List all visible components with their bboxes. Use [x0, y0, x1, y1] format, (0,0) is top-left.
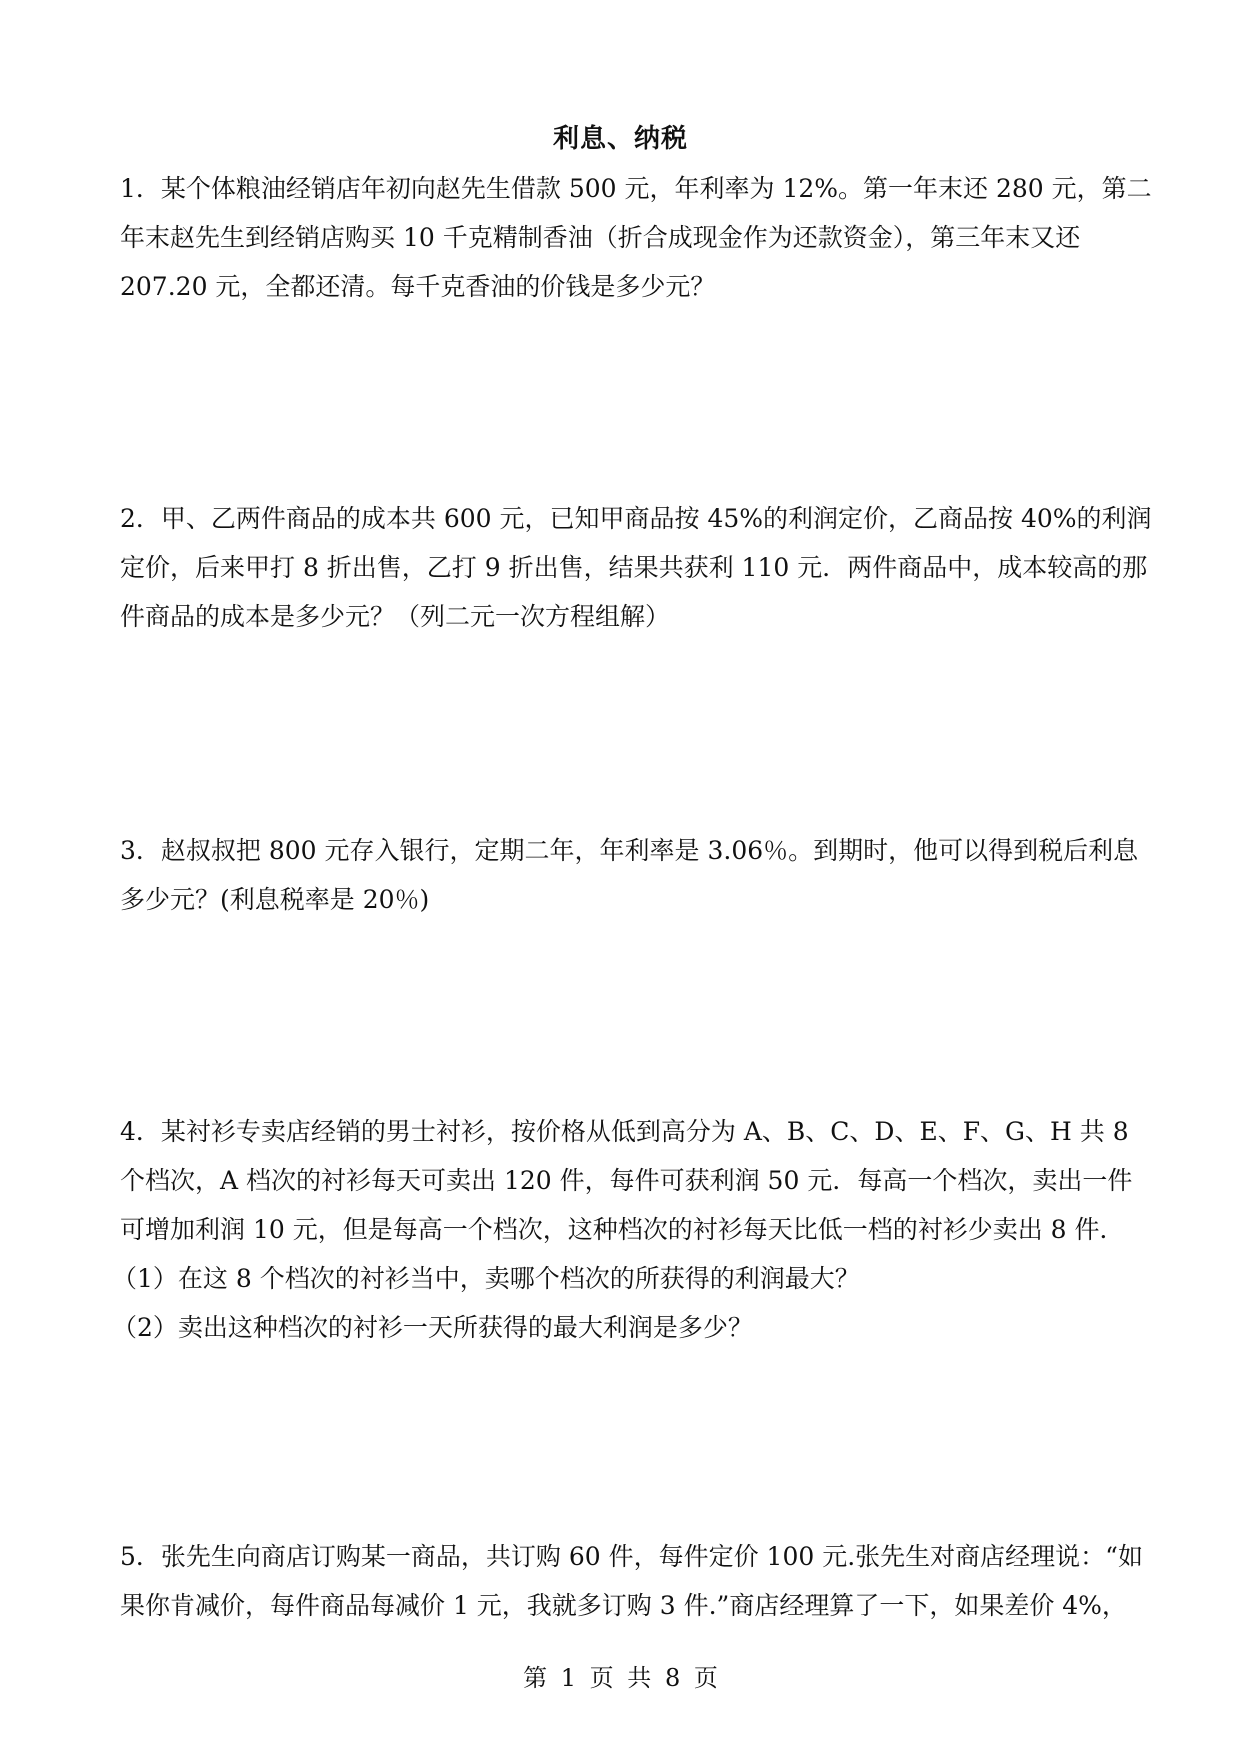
problem-2-line-2: 定价，后来甲打 8 折出售，乙打 9 折出售，结果共获利 110 元．两件商品中，成本较高的那 — [120, 553, 1148, 582]
problem-1-line-3: 207.20 元，全都还清。每千克香油的价钱是多少元？ — [120, 272, 716, 301]
problem-4-subquestion-2: （2）卖出这种档次的衬衫一天所获得的最大利润是多少？ — [112, 1313, 753, 1342]
problem-4-line-1: 4．某衬衫专卖店经销的男士衬衫，按价格从低到高分为 A、B、C、D、E、F、G、H 共 8 — [120, 1117, 1129, 1146]
problem-1 — [120, 164, 1152, 311]
problem-2-line-1: 2．甲、乙两件商品的成本共 600 元，已知甲商品按 45%的利润定价，乙商品按 40%的利润 — [120, 504, 1152, 533]
problem-1-line-1: 1．某个体粮油经销店年初向赵先生借款 500 元，年利率为 12%。第一年末还 280 元，第二 — [120, 174, 1152, 203]
problem-4 — [112, 1107, 1133, 1352]
problem-3 — [120, 826, 1139, 924]
problem-5-line-1: 5．张先生向商店订购某一商品，共订购 60 件，每件定价 100 元.张先生对商店经理说：“如 — [120, 1542, 1143, 1571]
problem-1-line-2: 年末赵先生到经销店购买 10 千克精制香油（折合成现金作为还款资金），第三年末又还 — [120, 223, 1081, 252]
problem-3-line-2: 多少元？(利息税率是 20％) — [120, 885, 430, 914]
page-footer: 第 1 页 共 8 页 — [523, 1664, 718, 1692]
problem-5 — [120, 1532, 1143, 1630]
problem-4-line-3: 可增加利润 10 元，但是每高一个档次，这种档次的衬衫每天比低一档的衬衫少卖出 8 件． — [120, 1215, 1125, 1244]
problem-5-line-2: 果你肯减价，每件商品每减价 1 元，我就多订购 3 件.”商店经理算了一下，如果差价 4%， — [120, 1591, 1127, 1620]
problem-3-line-1: 3．赵叔叔把 800 元存入银行，定期二年，年利率是 3.06％。到期时，他可以得到税后利息 — [120, 836, 1139, 865]
problem-4-line-2: 个档次，A 档次的衬衫每天可卖出 120 件，每件可获利润 50 元．每高一个档次，卖出一件 — [120, 1166, 1133, 1195]
problem-2 — [120, 494, 1152, 641]
problem-4-subquestion-1: （1）在这 8 个档次的衬衫当中，卖哪个档次的所获得的利润最大？ — [112, 1264, 860, 1293]
problem-2-line-3: 件商品的成本是多少元？（列二元一次方程组解） — [120, 602, 671, 631]
page-title: 利息、纳税 — [552, 124, 688, 154]
